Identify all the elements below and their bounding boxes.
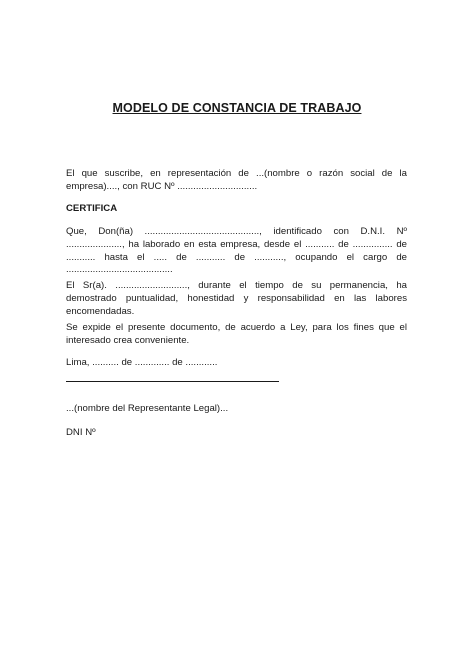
- purpose-paragraph: Se expide el presente documento, de acuerdo a Ley, para los fines que el interesado crea conveniente.: [66, 322, 407, 346]
- document-title: MODELO DE CONSTANCIA DE TRABAJO: [112, 101, 362, 115]
- representative-name: ...(nombre del Representante Legal)...: [66, 403, 229, 414]
- signature-line: [66, 381, 279, 382]
- intro-paragraph: El que suscribe, en representación de ...(nombre o razón social de la empresa)...., con RUC Nº ..............................: [66, 168, 407, 192]
- representative-dni: DNI Nº: [66, 427, 96, 438]
- conduct-paragraph: El Sr(a). ..........................., durante el tiempo de su permanencia, ha demostrado puntualidad, honestidad y responsabilidad en las labores encomendadas.: [66, 280, 407, 317]
- employment-paragraph: Que, Don(ña) ..........................................., identificado con D.N.I. Nº ....................., ha laborado en esta empresa, desde el ........... de ............... de ........... hasta el ..... de ........... de ..........., ocupando el cargo de ........................................: [66, 226, 407, 276]
- certifica-heading: CERTIFICA: [66, 203, 118, 214]
- place-date-line: Lima, .......... de ............. de ............: [66, 357, 218, 368]
